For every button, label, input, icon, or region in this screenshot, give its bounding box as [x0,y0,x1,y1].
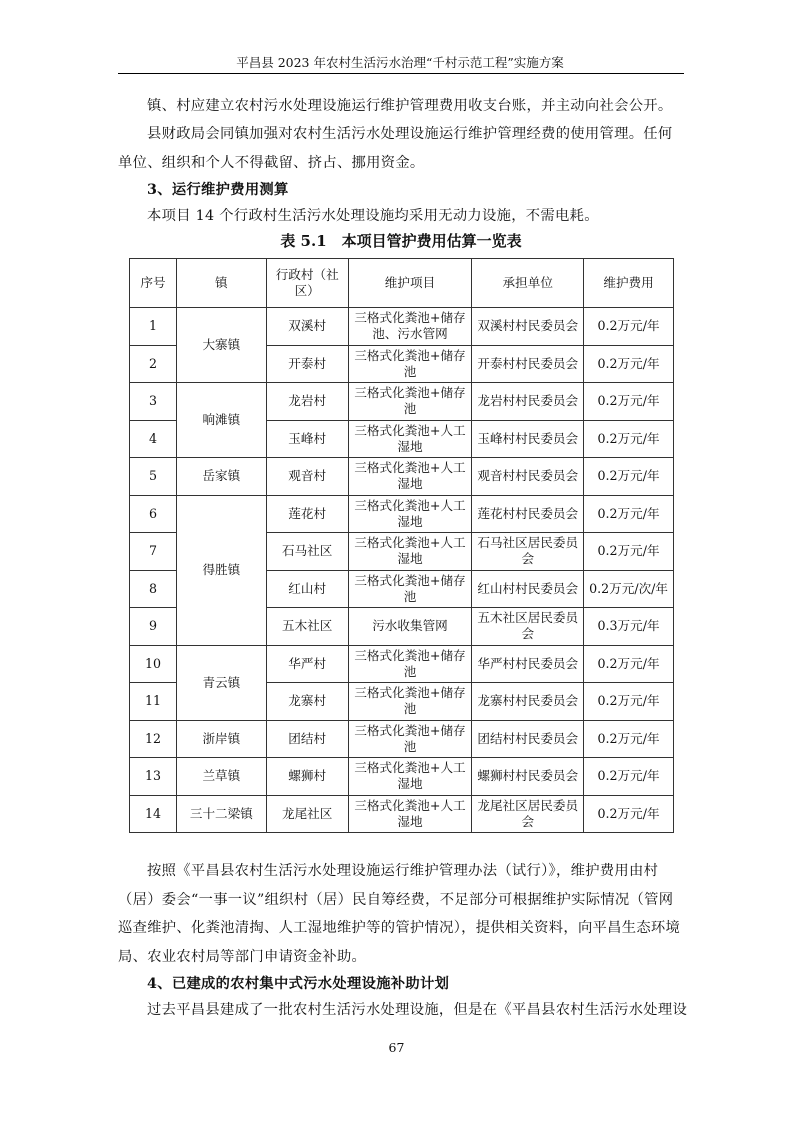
table-row [130,720,674,758]
cell-seq: 4 [130,420,177,458]
table-row [130,458,674,496]
cell-item: 三格式化粪池+储存池、污水管网 [348,308,472,346]
cell-town: 浙岸镇 [176,720,266,758]
page-number: 67 [388,1040,405,1055]
table-row [130,383,674,421]
table-header-row [130,259,674,308]
section-heading-3: 3、运行维护费用测算 [147,182,289,198]
cell-seq: 10 [130,645,177,683]
cell-unit: 双溪村村民委员会 [472,308,584,346]
cell-seq: 5 [130,458,177,496]
cell-item: 三格式化粪池+人工湿地 [348,495,472,533]
cell-unit: 团结村村民委员会 [472,720,584,758]
cell-cost: 0.2万元/年 [584,495,674,533]
cell-item: 三格式化粪池+人工湿地 [348,795,472,833]
cell-seq: 7 [130,533,177,571]
cell-cost: 0.2万元/年 [584,533,674,571]
cell-seq: 9 [130,608,177,646]
cell-item: 三格式化粪池+储存池 [348,570,472,608]
cell-village: 玉峰村 [266,420,348,458]
maintenance-cost-table [129,258,674,833]
cell-seq: 14 [130,795,177,833]
cell-cost: 0.2万元/年 [584,795,674,833]
cell-seq: 3 [130,383,177,421]
cell-seq: 2 [130,345,177,383]
cell-village: 开泰村 [266,345,348,383]
paragraph-past: 过去平昌县建成了一批农村生活污水处理设施，但是在《平昌县农村生活污水处理设 [147,1002,688,1018]
table-row [130,495,674,533]
cell-village: 双溪村 [266,308,348,346]
cell-village: 莲花村 [266,495,348,533]
cell-item: 三格式化粪池+人工湿地 [348,420,472,458]
running-header: 平昌县 2023 年农村生活污水治理“千村示范工程”实施方案 [236,55,564,70]
table-row [130,308,674,346]
cell-town: 大寨镇 [176,308,266,383]
cell-cost: 0.2万元/年 [584,458,674,496]
section-heading-4: 4、已建成的农村集中式污水处理设施补助计划 [147,976,450,992]
cell-cost: 0.3万元/年 [584,608,674,646]
cell-unit: 龙岩村村民委员会 [472,383,584,421]
cell-unit: 开泰村村民委员会 [472,345,584,383]
cell-unit: 龙寨村村民委员会 [472,683,584,721]
cell-cost: 0.2万元/年 [584,683,674,721]
column-header-cost: 维护费用 [584,259,674,308]
cell-village: 龙尾社区 [266,795,348,833]
cell-seq: 13 [130,758,177,796]
cell-item: 三格式化粪池+储存池 [348,345,472,383]
cell-item: 污水收集管网 [348,608,472,646]
cell-town: 三十二梁镇 [176,795,266,833]
cell-item: 三格式化粪池+储存池 [348,383,472,421]
cell-cost: 0.2万元/年 [584,383,674,421]
cell-unit: 螺狮村村民委员会 [472,758,584,796]
cell-town: 兰草镇 [176,758,266,796]
cell-village: 观音村 [266,458,348,496]
column-header-village: 行政村（社区） [266,259,348,308]
cell-item: 三格式化粪池+人工湿地 [348,533,472,571]
cell-item: 三格式化粪池+储存池 [348,720,472,758]
cell-cost: 0.2万元/年 [584,345,674,383]
cell-item: 三格式化粪池+储存池 [348,683,472,721]
cell-unit: 石马社区居民委员会 [472,533,584,571]
cell-cost: 0.2万元/年 [584,308,674,346]
cell-seq: 1 [130,308,177,346]
paragraph-no-power: 本项目 14 个行政村生活污水处理设施均采用无动力设施，不需电耗。 [147,208,599,224]
cell-village: 五木社区 [266,608,348,646]
cell-unit: 玉峰村村民委员会 [472,420,584,458]
cell-village: 团结村 [266,720,348,758]
table-caption: 表 5.1 本项目管护费用估算一览表 [280,232,522,250]
cell-seq: 8 [130,570,177,608]
cell-village: 龙岩村 [266,383,348,421]
header-divider [118,73,684,74]
cell-village: 华严村 [266,645,348,683]
cell-item: 三格式化粪池+人工湿地 [348,458,472,496]
cell-town: 岳家镇 [176,458,266,496]
cell-cost: 0.2万元/年 [584,758,674,796]
cell-village: 红山村 [266,570,348,608]
cell-unit: 观音村村民委员会 [472,458,584,496]
cell-village: 石马社区 [266,533,348,571]
paragraph-ledger: 镇、村应建立农村污水处理设施运行维护管理费用收支台账，并主动向社会公开。 [147,98,673,114]
cell-seq: 12 [130,720,177,758]
column-header-unit: 承担单位 [472,259,584,308]
cell-cost: 0.2万元/年 [584,645,674,683]
cell-unit: 莲花村村民委员会 [472,495,584,533]
cell-item: 三格式化粪池+人工湿地 [348,758,472,796]
column-header-item: 维护项目 [348,259,472,308]
cell-item: 三格式化粪池+储存池 [348,645,472,683]
table-row [130,758,674,796]
paragraph-finance: 县财政局会同镇加强对农村生活污水处理设施运行维护管理经费的使用管理。任何单位、组织和个人不得截留、挤占、挪用资金。 [118,126,673,171]
cell-town: 得胜镇 [176,495,266,645]
table-row [130,645,674,683]
cell-unit: 华严村村民委员会 [472,645,584,683]
table-row [130,795,674,833]
cell-village: 螺狮村 [266,758,348,796]
cell-cost: 0.2万元/年 [584,420,674,458]
column-header-town: 镇 [176,259,266,308]
cell-town: 响滩镇 [176,383,266,458]
paragraph-subsidy: 按照《平昌县农村生活污水处理设施运行维护管理办法（试行）》，维护费用由村（居）委会“一事一议”组织村（居）民自筹经费，不足部分可根据维护实际情况（管网巡查维护、化粪池清掏、人工湿地维护等的管护情况），提供相关资料，向平昌生态环境局、农业农村局等部门申请资金补助。 [118,863,681,965]
cell-cost: 0.2万元/次/年 [584,570,674,608]
cell-unit: 红山村村民委员会 [472,570,584,608]
cell-unit: 龙尾社区居民委员会 [472,795,584,833]
cell-unit: 五木社区居民委员会 [472,608,584,646]
cell-village: 龙寨村 [266,683,348,721]
cell-seq: 6 [130,495,177,533]
cell-seq: 11 [130,683,177,721]
cell-cost: 0.2万元/年 [584,720,674,758]
column-header-seq: 序号 [130,259,177,308]
cell-town: 青云镇 [176,645,266,720]
